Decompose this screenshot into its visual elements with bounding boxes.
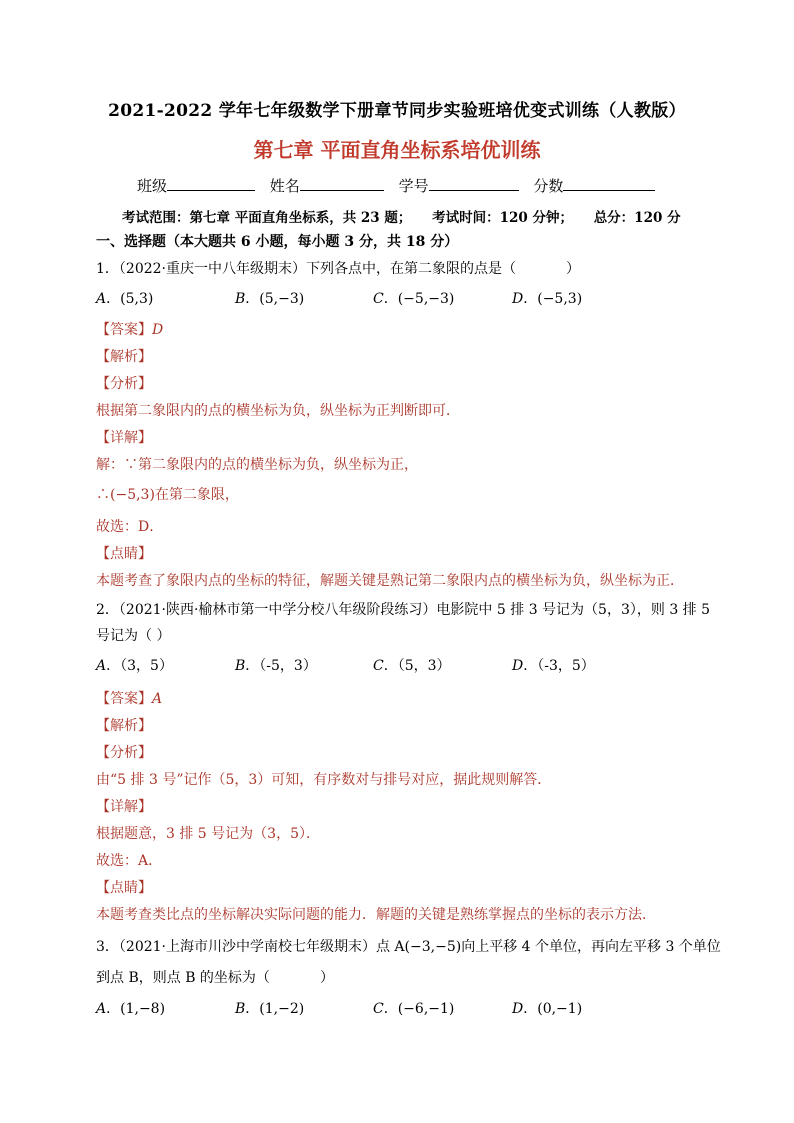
q2-option-c: C．（5，3） — [373, 658, 451, 674]
class-label: 班级 — [137, 177, 168, 195]
student-id-blank — [429, 176, 519, 191]
q3-option-b: B．(1,−2) — [235, 1001, 305, 1017]
q2-detail-2: 故选：A． — [96, 853, 163, 869]
q1-option-c: C．(−5,−3) — [373, 291, 455, 307]
q1-stem: 1．（2022·重庆一中八年级期末）下列各点中，在第二象限的点是（ ） — [96, 261, 580, 277]
q3-option-d: D．(0,−1) — [512, 1001, 583, 1017]
q2-xiangjie-tag: 【详解】 — [96, 799, 152, 815]
q2-detail-1: 根据题意，3 排 5 号记为（3，5）． — [96, 826, 320, 842]
q2-dianjing-tag: 【点睛】 — [96, 880, 152, 896]
document-title: 2021-2022 学年七年级数学下册章节同步实验班培优变式训练（人教版） — [108, 101, 686, 121]
q3-option-c: C．(−6,−1) — [373, 1001, 455, 1017]
name-label: 姓名 — [269, 177, 300, 195]
q1-fenxi-tag: 【分析】 — [96, 376, 152, 392]
q3-option-a: A．(1,−8) — [96, 1001, 166, 1017]
q1-dianjing-text: 本题考查了象限内点的坐标的特征，解题关键是熟记第二象限内点的横坐标为负，纵坐标为正． — [96, 573, 684, 589]
q1-option-a: A．(5,3) — [96, 291, 154, 307]
q1-xiangjie-tag: 【详解】 — [96, 430, 152, 446]
student-info-fields — [137, 175, 665, 196]
q2-fenxi-text: 由“5 排 3 号”记作（5，3）可知，有序数对与排号对应，据此规则解答． — [96, 772, 552, 788]
exam-score: 总分：120 分 — [593, 210, 681, 226]
section-heading: 一、选择题（本大题共 6 小题，每小题 3 分，共 18 分） — [96, 234, 459, 250]
exam-info — [122, 206, 681, 226]
q1-fenxi-text: 根据第二象限内的点的横坐标为负，纵坐标为正判断即可． — [96, 403, 460, 419]
q2-stem-line1: 2．（2021·陕西·榆林市第一中学分校八年级阶段练习）电影院中 5 排 3 号记为（5，3），则 3 排 5 — [96, 602, 711, 618]
q1-option-d: D．(−5,3) — [512, 291, 583, 307]
q1-detail-3: 故选：D． — [96, 519, 164, 535]
exam-time: 考试时间：120 分钟； — [432, 210, 573, 226]
q2-answer: 【答案】A — [96, 691, 163, 707]
q2-jiexi-tag: 【解析】 — [96, 718, 152, 734]
q2-stem-line2: 号记为（ ） — [96, 628, 171, 644]
q2-dianjing-text: 本题考查类比点的坐标解决实际问题的能力．解题的关键是熟练掌握点的坐标的表示方法． — [96, 907, 656, 923]
q2-fenxi-tag: 【分析】 — [96, 745, 152, 761]
exam-range: 考试范围：第七章 平面直角坐标系，共 23 题； — [122, 210, 412, 226]
score-label: 分数 — [533, 177, 564, 195]
q1-jiexi-tag: 【解析】 — [96, 349, 152, 365]
q2-option-a: A．（3，5） — [96, 658, 173, 674]
student-id-label: 学号 — [398, 177, 429, 195]
class-blank — [167, 176, 255, 191]
name-blank — [300, 176, 384, 191]
score-blank — [563, 176, 655, 191]
q1-detail-2: ∴(−5,3)在第二象限， — [96, 487, 239, 503]
q1-option-b: B．(5,−3) — [235, 291, 305, 307]
q3-stem-line2: 到点 B，则点 B 的坐标为（ ） — [96, 970, 334, 986]
q3-stem-line1: 3．（2021·上海市川沙中学南校七年级期末）点 A(−3,−5)向上平移 4 个单位，再向左平移 3 个单位 — [96, 939, 721, 955]
q2-option-d: D．（-3，5） — [512, 658, 595, 674]
q1-dianjing-tag: 【点睛】 — [96, 546, 152, 562]
q2-option-b: B．（-5，3） — [235, 658, 317, 674]
q1-answer: 【答案】D — [96, 322, 164, 338]
chapter-title: 第七章 平面直角坐标系培优训练 — [253, 138, 541, 162]
q1-detail-1: 解：∵第二象限内的点的横坐标为负，纵坐标为正， — [96, 457, 418, 473]
